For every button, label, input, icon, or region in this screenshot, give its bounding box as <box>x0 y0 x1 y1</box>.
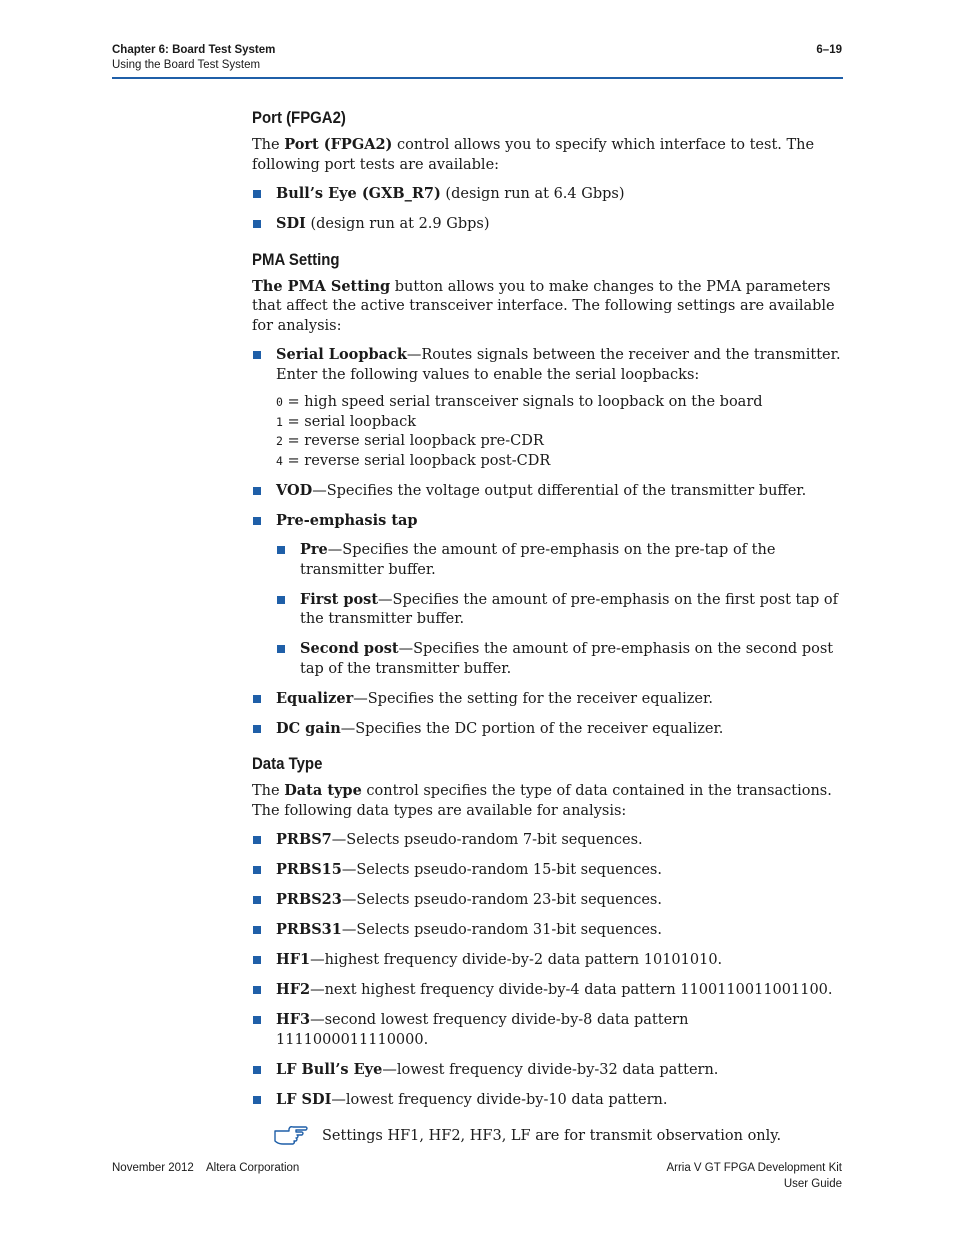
code-line: 2 = reverse serial loopback pre-CDR <box>276 433 544 449</box>
footer-guide: User Guide <box>783 1178 842 1190</box>
list-item: Serial Loopback—Routes signals between the receiver and the transmitter. Enter the following values to enable the serial loopbacks: 0 = high speed serial transceiver signals to loopback on the board 1 = serial loopback 2 = reverse serial loopback pre-CDR 4 = reverse serial loopback post-CDR <box>252 345 844 471</box>
list-item: First post—Specifies the amount of pre-emphasis on the first post tap of the transmitter buffer. <box>276 590 844 630</box>
list-item: Equalizer—Specifies the setting for the receiver equalizer. <box>252 689 844 710</box>
datatype-list <box>252 830 844 1110</box>
list-item: HF3—second lowest frequency divide-by-8 data pattern 1111000011110000. <box>252 1010 844 1050</box>
list-item: HF2—next highest frequency divide-by-4 data pattern 1100110011001100. <box>252 980 844 1001</box>
list-item: SDI (design run at 2.9 Gbps) <box>252 214 844 235</box>
list-item: DC gain—Specifies the DC portion of the receiver equalizer. <box>252 719 844 740</box>
chapter-title: Chapter 6: Board Test System <box>112 44 276 56</box>
list-item: LF SDI—lowest frequency divide-by-10 data pattern. <box>252 1090 844 1111</box>
note <box>252 1127 844 1147</box>
loopback-codes <box>276 393 844 471</box>
pma-intro: The PMA Setting button allows you to make changes to the PMA parameters that affect the active transceiver interface. The following settings are available for analysis: <box>252 277 835 334</box>
section-title: Using the Board Test System <box>112 59 261 71</box>
note-text: Settings HF1, HF2, HF3, LF are for transmit observation only. <box>322 1128 782 1144</box>
page-footer <box>112 1160 842 1190</box>
code-line: 0 = high speed serial transceiver signals to loopback on the board <box>276 394 763 410</box>
datatype-intro: The Data type control specifies the type of data contained in the transactions. The following data types are available for analysis: <box>252 782 832 819</box>
page-number: 6–19 <box>816 44 842 56</box>
list-item: Second post—Specifies the amount of pre-emphasis on the second post tap of the transmitter buffer. <box>276 639 844 679</box>
code-line: 1 = serial loopback <box>276 413 417 430</box>
list-item: PRBS23—Selects pseudo-random 23-bit sequences. <box>252 890 844 911</box>
main-content <box>252 107 844 1147</box>
port-list <box>252 184 844 235</box>
list-item: HF1—highest frequency divide-by-2 data pattern 10101010. <box>252 950 844 971</box>
list-item: Pre-emphasis tap Pre—Specifies the amount of pre-emphasis on the pre-tap of the transmitter buffer. First post—Specifies the amount of pre-emphasis on the first post tap of the transmitter buffer. Second post—Specifies the amount of pre-emphasis on the second post tap of the transmitter buffer. <box>252 511 844 680</box>
list-item: VOD—Specifies the voltage output differential of the transmitter buffer. <box>252 481 844 502</box>
footer-company: Altera Corporation <box>205 1162 300 1174</box>
footer-kit-title: Arria V GT FPGA Development Kit <box>666 1162 842 1174</box>
list-item: Pre—Specifies the amount of pre-emphasis on the pre-tap of the transmitter buffer. <box>276 540 844 580</box>
port-intro: The Port (FPGA2) control allows you to specify which interface to test. The following port tests are available: <box>252 136 815 173</box>
list-item: Bull’s Eye (GXB_R7) (design run at 6.4 Gbps) <box>252 184 844 205</box>
pma-heading: PMA Setting <box>252 249 340 269</box>
datatype-heading: Data Type <box>252 754 323 773</box>
list-item: PRBS15—Selects pseudo-random 15-bit sequences. <box>252 860 844 881</box>
page-header <box>112 43 842 73</box>
list-item: PRBS7—Selects pseudo-random 7-bit sequences. <box>252 830 844 851</box>
port-heading: Port (FPGA2) <box>252 108 346 127</box>
pma-list <box>252 345 844 739</box>
list-item: PRBS31—Selects pseudo-random 31-bit sequences. <box>252 920 844 941</box>
footer-date: November 2012 <box>112 1162 194 1174</box>
code-line: 4 = reverse serial loopback post-CDR <box>276 452 551 469</box>
pointing-hand-icon <box>274 1123 308 1147</box>
footer-doc-title <box>666 1160 842 1192</box>
list-item: LF Bull’s Eye—lowest frequency divide-by-32 data pattern. <box>252 1060 844 1081</box>
header-rule <box>112 77 843 79</box>
pre-emphasis-sublist <box>276 540 844 679</box>
